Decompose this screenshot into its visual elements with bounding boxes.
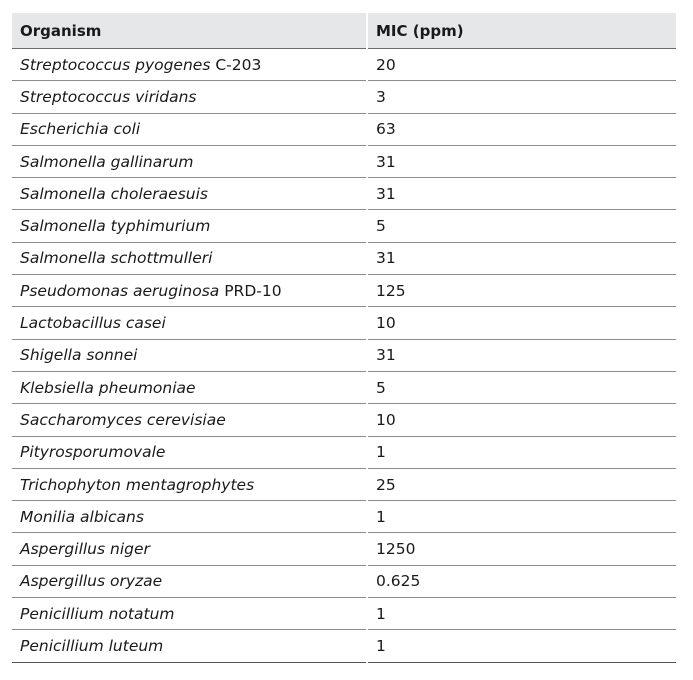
- organism-cell: [12, 145, 366, 177]
- mic-column-header: MIC (ppm): [366, 13, 676, 49]
- organism-cell: [12, 242, 366, 274]
- table-row: [12, 598, 676, 630]
- table-row: [12, 210, 676, 242]
- mic-value-cell: 1: [366, 630, 676, 662]
- table-row: [12, 275, 676, 307]
- mic-value-cell: 20: [366, 49, 676, 81]
- table-body: [12, 49, 676, 663]
- organism-cell: [12, 49, 366, 81]
- species-name: Pityrosporumovale: [20, 443, 166, 462]
- organism-cell: [12, 81, 366, 113]
- organism-cell: [12, 307, 366, 339]
- species-name: Salmonella typhimurium: [20, 217, 211, 236]
- mic-value-cell: 10: [366, 404, 676, 436]
- strain-code: PRD-10: [219, 281, 282, 300]
- organism-column-header: Organism: [12, 13, 366, 49]
- table-row: [12, 436, 676, 468]
- mic-value-cell: 125: [366, 275, 676, 307]
- species-name: Monilia albicans: [20, 507, 144, 526]
- organism-cell: [12, 436, 366, 468]
- organism-cell: [12, 210, 366, 242]
- header-row: [12, 13, 676, 49]
- table-row: [12, 339, 676, 371]
- column-separator: [366, 13, 368, 663]
- species-name: Shigella sonnei: [20, 346, 138, 365]
- organism-cell: [12, 501, 366, 533]
- table-row: [12, 371, 676, 403]
- mic-value-cell: 5: [366, 371, 676, 403]
- species-name: Penicillium notatum: [20, 604, 175, 623]
- species-name: Aspergillus oryzae: [20, 572, 163, 591]
- table-row: [12, 565, 676, 597]
- mic-value-cell: 31: [366, 242, 676, 274]
- mic-value-cell: 31: [366, 178, 676, 210]
- organism-cell: [12, 565, 366, 597]
- table-row: [12, 145, 676, 177]
- table-header: [12, 13, 676, 49]
- mic-value-cell: 31: [366, 339, 676, 371]
- organism-cell: [12, 178, 366, 210]
- table-row: [12, 501, 676, 533]
- species-name: Streptococcus pyogenes: [20, 55, 211, 74]
- organism-cell: [12, 404, 366, 436]
- organism-cell: [12, 468, 366, 500]
- table-row: [12, 307, 676, 339]
- organism-cell: [12, 533, 366, 565]
- species-name: Saccharomyces cerevisiae: [20, 410, 226, 429]
- table-row: [12, 81, 676, 113]
- species-name: Lactobacillus casei: [20, 314, 166, 333]
- mic-table: [12, 13, 676, 663]
- species-name: Pseudomonas aeruginosa: [20, 281, 220, 300]
- species-name: Klebsiella pheumoniae: [20, 378, 196, 397]
- table-row: [12, 49, 676, 81]
- mic-value-cell: 1: [366, 501, 676, 533]
- mic-value-cell: 25: [366, 468, 676, 500]
- strain-code: C-203: [210, 55, 262, 74]
- mic-value-cell: 1: [366, 598, 676, 630]
- mic-value-cell: 63: [366, 113, 676, 145]
- species-name: Penicillium luteum: [20, 636, 164, 655]
- table-row: [12, 468, 676, 500]
- species-name: Salmonella choleraesuis: [20, 184, 208, 203]
- mic-value-cell: 31: [366, 145, 676, 177]
- table-row: [12, 178, 676, 210]
- table-row: [12, 630, 676, 662]
- mic-value-cell: 1: [366, 436, 676, 468]
- organism-cell: [12, 371, 366, 403]
- species-name: Trichophyton mentagrophytes: [20, 475, 255, 494]
- mic-value-cell: 1250: [366, 533, 676, 565]
- species-name: Escherichia coli: [20, 120, 141, 139]
- organism-cell: [12, 630, 366, 662]
- species-name: Salmonella schottmulleri: [20, 249, 213, 268]
- species-name: Aspergillus niger: [20, 540, 150, 559]
- mic-value-cell: 3: [366, 81, 676, 113]
- mic-table-container: [12, 13, 676, 663]
- species-name: Salmonella gallinarum: [20, 152, 194, 171]
- table-row: [12, 242, 676, 274]
- table-row: [12, 404, 676, 436]
- mic-value-cell: 5: [366, 210, 676, 242]
- organism-cell: [12, 339, 366, 371]
- table-row: [12, 533, 676, 565]
- species-name: Streptococcus viridans: [20, 87, 197, 106]
- mic-value-cell: 10: [366, 307, 676, 339]
- mic-value-cell: 0.625: [366, 565, 676, 597]
- organism-cell: [12, 113, 366, 145]
- table-row: [12, 113, 676, 145]
- organism-cell: [12, 275, 366, 307]
- organism-cell: [12, 598, 366, 630]
